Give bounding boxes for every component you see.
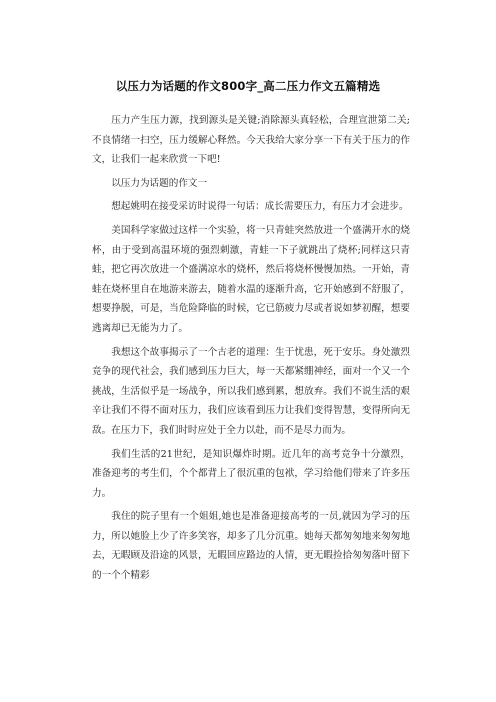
paragraph: 我住的院子里有一个姐姐,她也是准备迎接高考的一员,就因为学习的压力，所以她脸上少了许多笑容，却多了几分沉重。她每天都匆匆地来匆匆地去，无暇顾及沿途的风景，无暇回应路边的人情，更无暇捡拾匆匆落叶留下的一个个精彩 (92, 511, 410, 582)
section-heading: 以压力为话题的作文一 (111, 177, 208, 189)
paragraph-intro: 压力产生压力源，找到源头是关键;消除源头真轻松，合理宣泄第二关;不良情绪一扫空，压力缓解心释然。今天我给大家分享一下有关于压力的作文，让我们一起来欣赏一下吧! (92, 115, 410, 166)
paragraph: 我想这个故事揭示了一个古老的道理：生于忧患，死于安乐。身处激烈竞争的现代社会，我们感到压力巨大，每一天都紧绷神经，面对一个又一个挑战，生活似乎是一场战争，所以我们感到累，想放弃。我们不说生活的艰辛让我们不得不面对压力，我们应该看到压力让我们变得智慧，变得所向无敌。在压力下，我们时时应处于全力以赴，而不是尽力而为。 (92, 346, 410, 436)
paragraph: 我们生活的21世纪，是知识爆炸时期。近几年的高考竞争十分激烈，准备迎考的考生们，个个都背上了很沉重的包袱，学习给他们带来了许多压力。 (92, 448, 410, 499)
document-body (92, 111, 410, 590)
paragraph: 想起姚明在接受采访时说得一句话：成长需要压力，有压力才会进步。 (111, 201, 409, 213)
paragraph: 美国科学家做过这样一个实验，将一只青蛙突然放进一个盛满开水的烧杯，由于受到高温环境的强烈刺激，青蛙一下子就跳出了烧杯;同样这只青蛙，把它再次放进一个盛满凉水的烧杯，然后将烧杯慢慢加热。一开始，青蛙在烧杯里自在地游来游去，随着水温的逐渐升高，它开始感到不舒服了，想要挣脱，可是，当危险降临的时候，它已筋疲力尽或者说如梦初醒，想要逃离却已无能为力了。 (92, 224, 410, 334)
document-title: 以压力为话题的作文800字_高二压力作文五篇精选 (115, 79, 381, 93)
